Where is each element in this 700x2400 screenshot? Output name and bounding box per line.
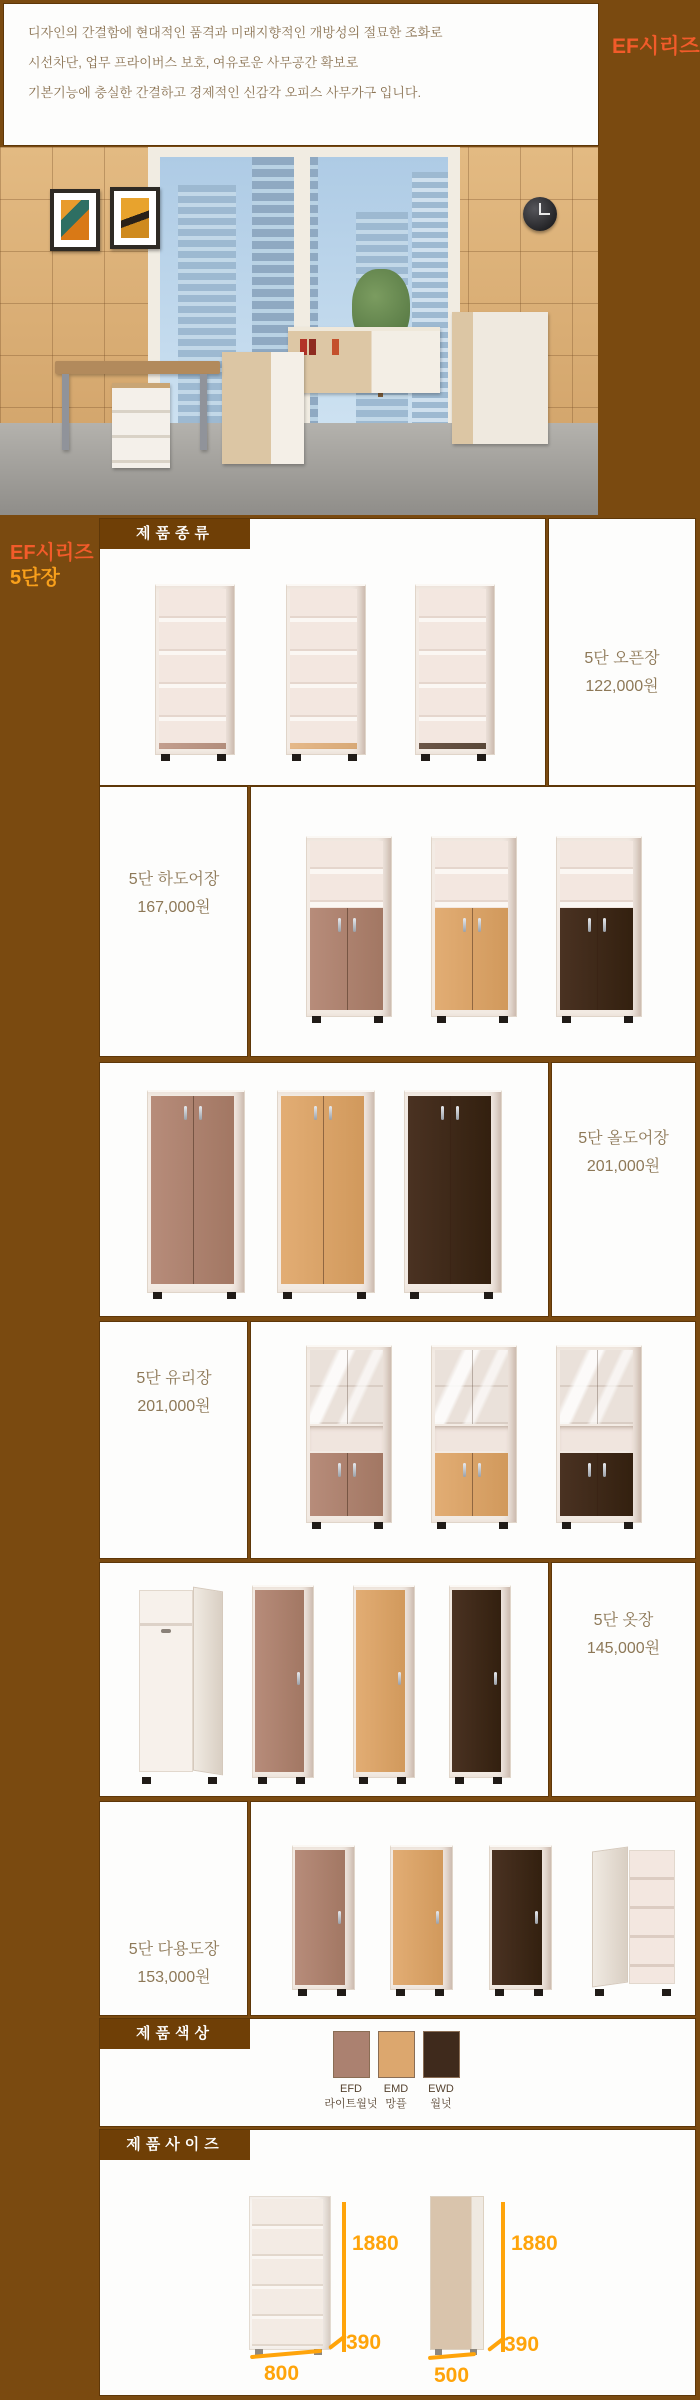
open-door xyxy=(592,1846,628,1987)
product-image-fulldoor-maple xyxy=(277,1090,375,1293)
cabinet-doors xyxy=(435,1453,508,1516)
product-price: 145,000원 xyxy=(586,1640,661,1657)
product-image-utility-light-walnut xyxy=(292,1845,355,1990)
finish-swatch-ewd xyxy=(423,2031,460,2078)
product-image-open-light-walnut xyxy=(155,584,235,755)
cabinet-doors xyxy=(560,908,633,1010)
cabinet-doors xyxy=(151,1096,234,1284)
intro-line-1: 디자인의 간결함에 현대적인 품격과 미래지향적인 개방성의 절묘한 조화로 xyxy=(28,25,443,40)
product-label-utility xyxy=(101,1936,247,1992)
door-seam xyxy=(597,1453,598,1516)
desk-leg xyxy=(200,374,207,450)
open-shelves xyxy=(290,589,357,749)
product-image-wardrobe-light-walnut xyxy=(252,1585,314,1778)
open-shelves xyxy=(560,841,633,908)
product-label-fulldoor xyxy=(552,1125,695,1181)
cabinet-door xyxy=(295,1850,345,1985)
intro-panel xyxy=(4,4,598,145)
door-seam xyxy=(193,1096,194,1284)
product-image-glass-maple xyxy=(431,1345,517,1523)
product-image-fulldoor-light-walnut xyxy=(147,1090,245,1293)
product-image-utility-walnut xyxy=(489,1845,552,1990)
intro-line-2: 시선차단, 업무 프라이버스 보호, 여유로운 사무공간 확보로 xyxy=(28,55,359,70)
product-price: 201,000원 xyxy=(586,1158,661,1175)
cabinet-doors xyxy=(281,1096,364,1284)
open-shelf xyxy=(560,1426,633,1451)
door-seam xyxy=(450,1096,451,1284)
book xyxy=(332,339,339,355)
series-title: EF시리즈 xyxy=(612,35,700,58)
product-price: 122,000원 xyxy=(585,678,659,695)
drawer-pedestal xyxy=(112,383,170,468)
finish-name: 망플 xyxy=(385,2098,407,2110)
product-name: 5단 옷장 xyxy=(593,1612,654,1629)
glass-doors xyxy=(560,1350,633,1424)
row-glass-label-panel xyxy=(100,1322,247,1558)
desk-leg xyxy=(62,374,69,450)
open-shelf xyxy=(435,1426,508,1451)
finish-swatch-efd xyxy=(333,2031,370,2078)
glass-doors xyxy=(435,1350,508,1424)
glass-doors xyxy=(310,1350,383,1424)
base-strip xyxy=(159,743,226,749)
sizes-panel xyxy=(100,2130,695,2395)
product-name: 5단 올도어장 xyxy=(578,1130,669,1147)
open-shelves xyxy=(419,589,486,749)
finish-name: 라이트월넛 xyxy=(324,2098,378,2110)
product-label-glass xyxy=(101,1365,247,1421)
product-label-open xyxy=(549,645,695,701)
door-seam xyxy=(597,908,598,1010)
row-wardrobe-label-panel xyxy=(552,1563,695,1796)
sidebar-series-label xyxy=(10,541,94,591)
door-seam xyxy=(347,908,348,1010)
building xyxy=(412,172,448,443)
product-name: 5단 유리장 xyxy=(136,1370,212,1387)
height-value: 1880 xyxy=(352,2232,399,2255)
product-image-wardrobe-open xyxy=(136,1585,226,1778)
product-image-lowerdoor-walnut xyxy=(556,836,642,1017)
base-strip xyxy=(419,743,486,749)
cabinet-doors xyxy=(560,1453,633,1516)
mobile-cabinet xyxy=(222,352,304,464)
product-image-open-maple xyxy=(286,584,366,755)
depth-value: 390 xyxy=(346,2331,382,2354)
product-image-utility-maple xyxy=(390,1845,453,1990)
section-header-types: 제품종류 xyxy=(100,519,250,549)
width-value: 800 xyxy=(264,2362,300,2385)
product-image-wardrobe-maple xyxy=(353,1585,415,1778)
height-value: 1880 xyxy=(511,2232,558,2255)
picture-frame xyxy=(50,189,100,251)
product-label-wardrobe xyxy=(552,1607,695,1663)
base-strip xyxy=(290,743,357,749)
open-shelves xyxy=(159,589,226,749)
finish-code: EWD xyxy=(428,2083,454,2095)
finish-code: EMD xyxy=(383,2083,409,2095)
section-header-colors: 제품색상 xyxy=(100,2019,250,2049)
product-image-wardrobe-walnut xyxy=(449,1585,511,1778)
product-image-lowerdoor-light-walnut xyxy=(306,836,392,1017)
open-shelves xyxy=(629,1850,675,1984)
cabinet-doors xyxy=(310,1453,383,1516)
intro-line-3: 기본기능에 충실한 간결하고 경제적인 신감각 오피스 사무가구 입니다. xyxy=(28,85,422,100)
product-price: 167,000원 xyxy=(137,899,211,916)
abstract-art xyxy=(61,200,89,240)
product-price: 153,000원 xyxy=(137,1969,211,1986)
picture-frame xyxy=(110,187,160,249)
intro-text xyxy=(28,18,443,108)
finish-name: 월넛 xyxy=(430,2098,452,2110)
open-door xyxy=(193,1587,223,1776)
tall-cabinet xyxy=(452,312,548,444)
diagram-shelves xyxy=(252,2199,323,2346)
cabinet-door xyxy=(492,1850,542,1985)
wall-clock-icon xyxy=(523,197,557,231)
cabinet-doors xyxy=(408,1096,491,1284)
product-image-glass-light-walnut xyxy=(306,1345,392,1523)
product-image-lowerdoor-maple xyxy=(431,836,517,1017)
product-image-utility-open xyxy=(589,1845,680,1990)
cabinet-doors xyxy=(435,908,508,1010)
height-measure-line xyxy=(342,2202,346,2352)
product-price: 201,000원 xyxy=(137,1398,211,1415)
product-image-fulldoor-walnut xyxy=(404,1090,502,1293)
sidebar-series-line1: EF시리즈 xyxy=(10,542,94,564)
product-image-glass-walnut xyxy=(556,1345,642,1523)
cabinet-doors xyxy=(310,908,383,1010)
wardrobe-interior xyxy=(139,1590,193,1772)
cabinet-door xyxy=(356,1590,405,1772)
door-seam xyxy=(472,908,473,1010)
door-seam xyxy=(323,1096,324,1284)
product-image-open-walnut xyxy=(415,584,495,755)
depth-value: 390 xyxy=(504,2333,540,2356)
low-cabinet xyxy=(288,327,440,393)
office-photo xyxy=(0,147,598,515)
open-shelf xyxy=(310,1426,383,1451)
width-value: 500 xyxy=(434,2364,470,2387)
window xyxy=(148,147,460,443)
open-shelves xyxy=(435,841,508,908)
height-measure-line xyxy=(501,2202,505,2352)
finish-code: EFD xyxy=(340,2083,362,2095)
row-fulldoor-label-panel xyxy=(552,1063,695,1316)
finish-label-ewd xyxy=(406,2082,476,2112)
open-shelves xyxy=(310,841,383,908)
door-seam xyxy=(347,1453,348,1516)
door-seam xyxy=(472,1453,473,1516)
cabinet-door xyxy=(255,1590,304,1772)
abstract-art xyxy=(121,198,149,238)
finish-swatch-emd xyxy=(378,2031,415,2078)
size-diagram-door-cabinet xyxy=(430,2196,484,2350)
cabinet-door xyxy=(452,1590,501,1772)
product-name: 5단 하도어장 xyxy=(128,871,220,888)
product-name: 5단 다용도장 xyxy=(128,1941,220,1958)
book xyxy=(309,339,316,355)
section-header-sizes: 제품사이즈 xyxy=(100,2130,250,2160)
cabinet-door xyxy=(393,1850,443,1985)
size-diagram-bookcase xyxy=(249,2196,331,2350)
desk-top xyxy=(55,361,220,374)
product-label-lowerdoor xyxy=(101,866,247,922)
product-name: 5단 오픈장 xyxy=(584,650,660,667)
sidebar-series-line2: 5단장 xyxy=(10,567,60,589)
